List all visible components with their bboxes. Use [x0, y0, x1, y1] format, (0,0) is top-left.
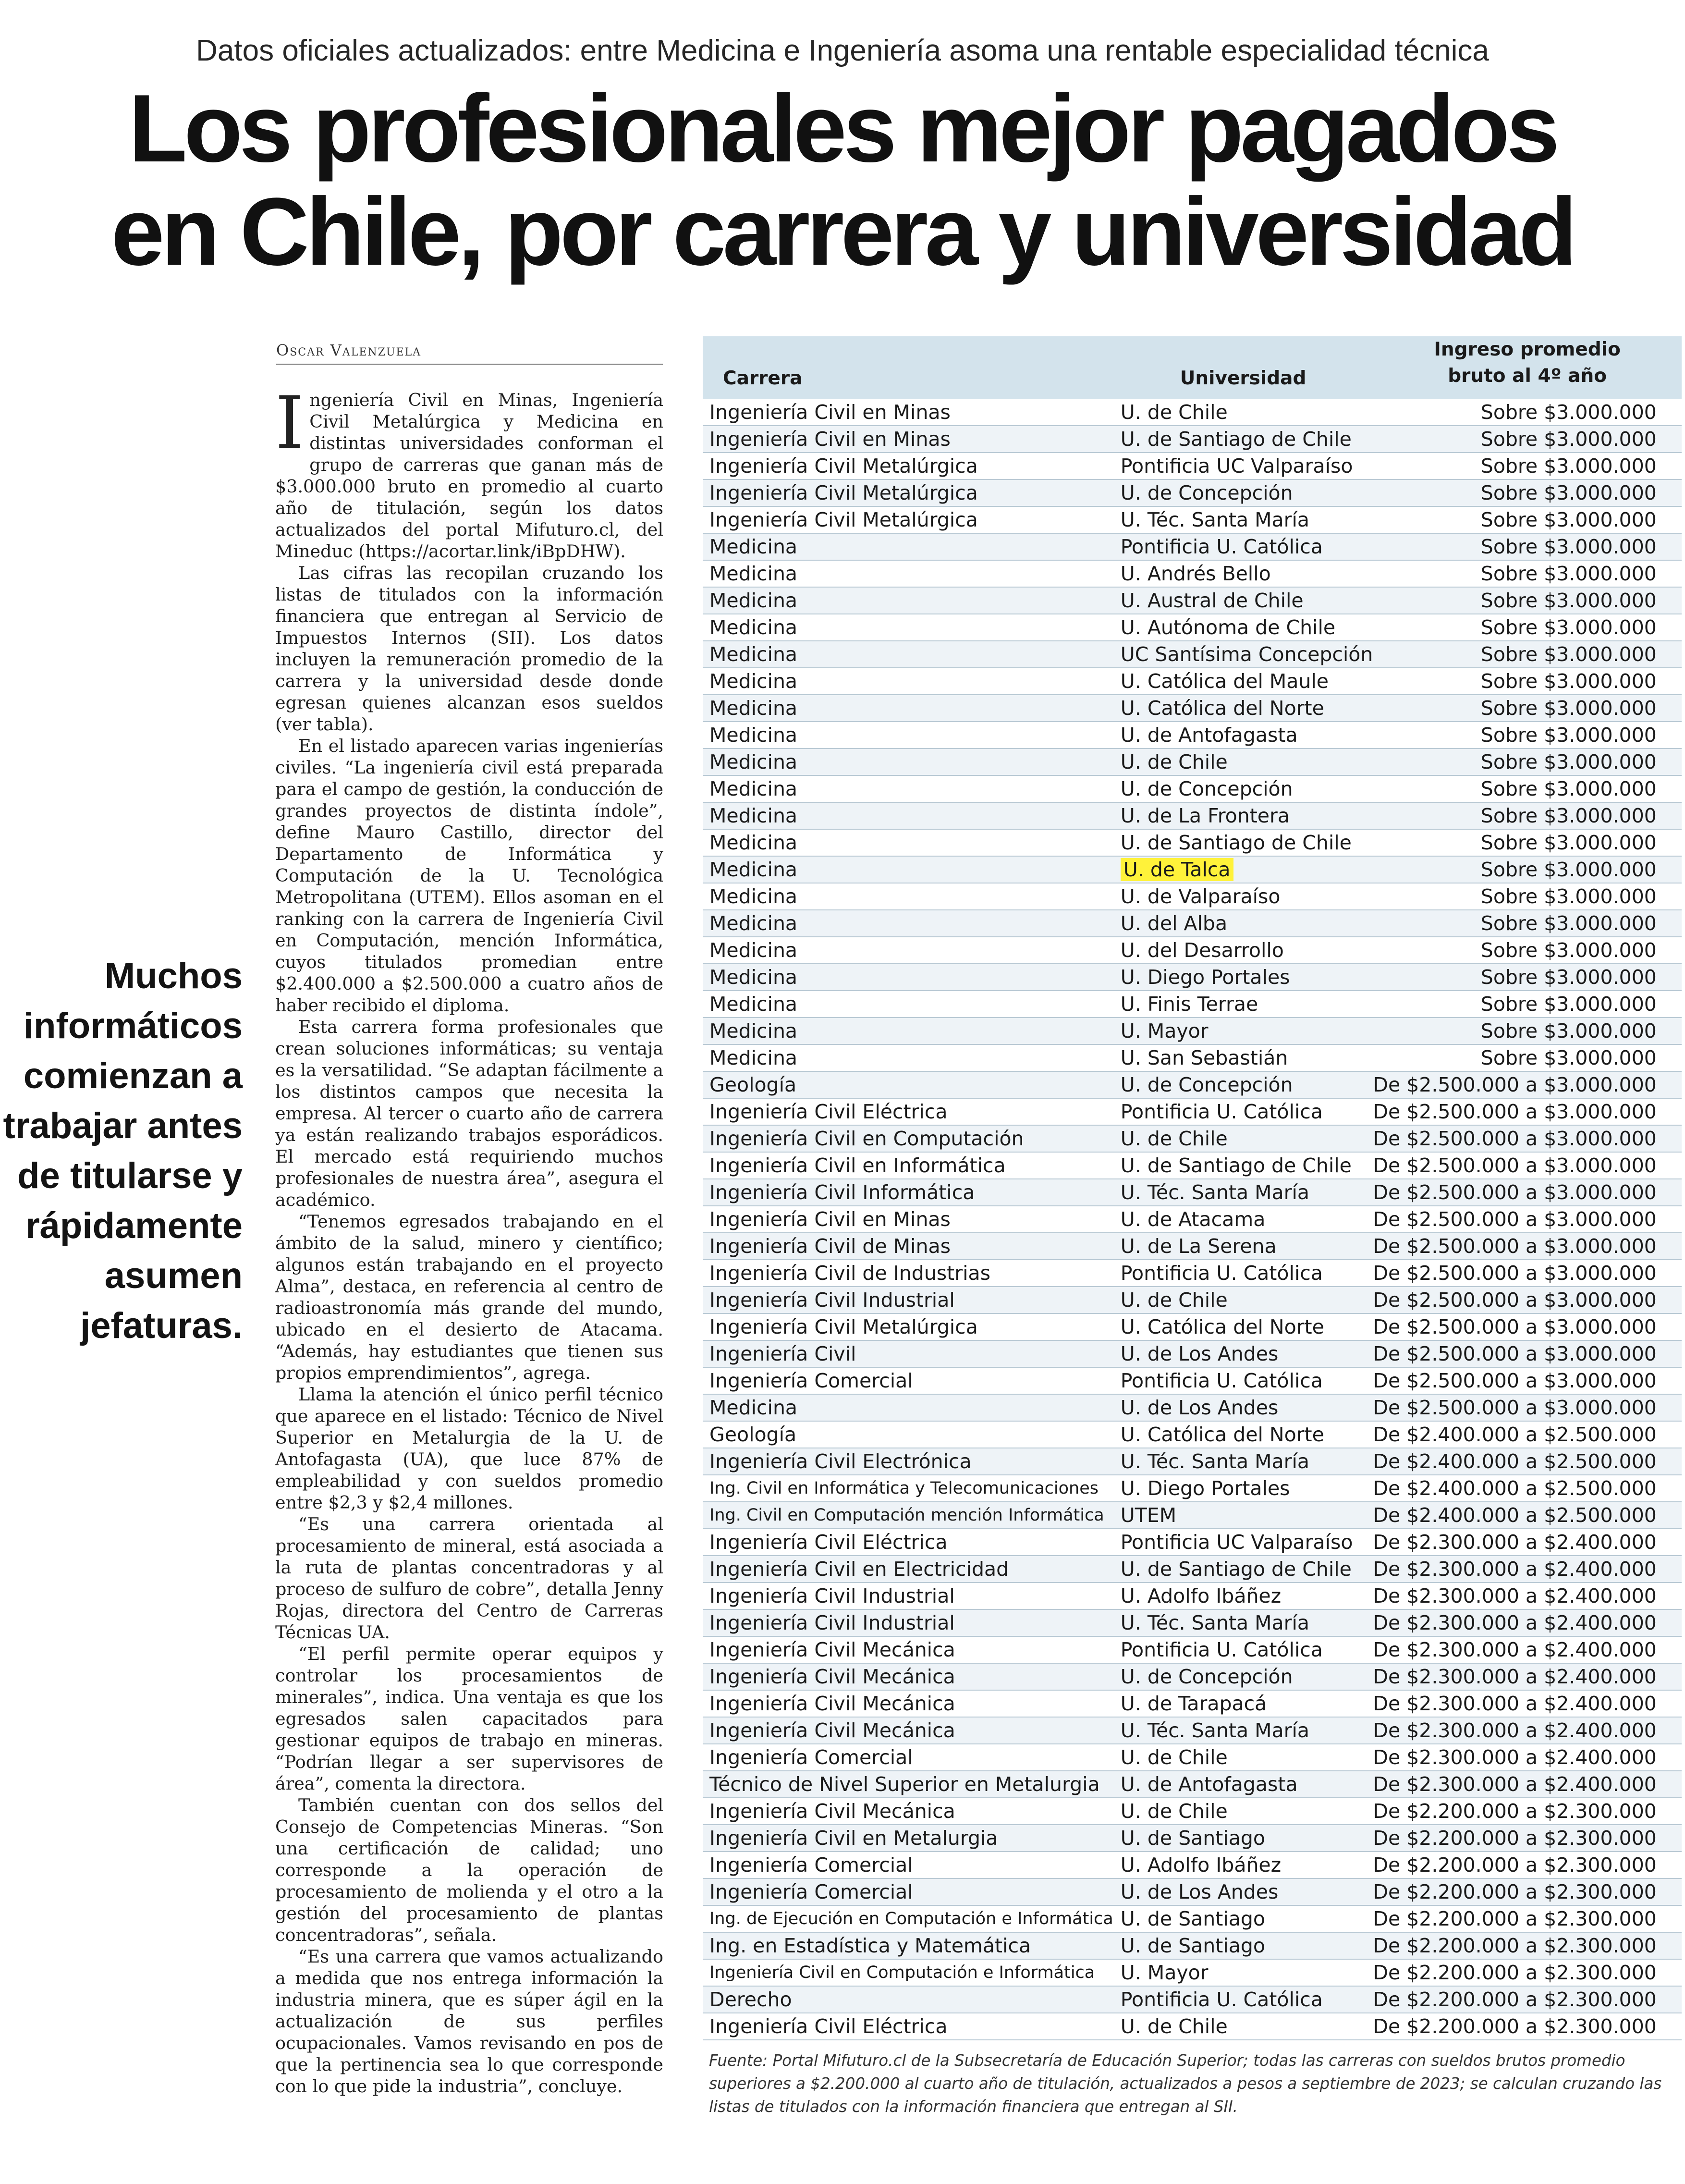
cell-ingreso: Sobre $3.000.000: [1480, 885, 1657, 908]
table-row: [703, 1287, 1682, 1313]
cell-universidad: U. Católica del Norte: [1120, 1315, 1324, 1338]
cell-carrera: Medicina: [709, 643, 798, 666]
cell-universidad: U. Mayor: [1120, 1019, 1209, 1043]
cell-universidad: U. Autónoma de Chile: [1120, 616, 1336, 639]
cell-ingreso: De $2.300.000 a $2.400.000: [1373, 1611, 1657, 1634]
cell-universidad: U. de Santiago de Chile: [1120, 428, 1352, 451]
article-paragraph-text: ngeniería Civil en Minas, Ingeniería Civil Metalúrgica y Medicina en distintas universidades conforman el grupo de carreras que ganan más de $3.000.000 bruto en promedio al cuarto año de titulación, según los datos actualizados del portal Mifuturo.cl, del Mineduc (https://acortar.link/iBpDHW).: [275, 390, 663, 562]
table-row: [703, 1071, 1682, 1098]
cell-universidad: Pontificia U. Católica: [1120, 1638, 1323, 1661]
cell-universidad: U. Téc. Santa María: [1120, 508, 1309, 531]
cell-ingreso: Sobre $3.000.000: [1480, 777, 1657, 800]
salary-table: [703, 336, 1682, 2040]
cell-ingreso: Sobre $3.000.000: [1480, 428, 1657, 451]
cell-carrera: Medicina: [709, 535, 798, 558]
cell-universidad: U. de Santiago de Chile: [1120, 1154, 1352, 1177]
cell-universidad: U. de Chile: [1120, 1127, 1228, 1150]
table-row: [703, 883, 1682, 910]
article-paragraph: Esta carrera forma profesionales que crean soluciones informáticas; su ventaja es la versatilidad. “Se adaptan fácilmente a los distintos campos que necesita la empresa. Al tercer o cuarto año de carrera ya están realizando trabajos esporádicos. El mercado está requiriendo muchos profesionales de nuestra área”, asegura el académico.: [275, 1017, 663, 1210]
author-name: Oscar Valenzuela: [276, 341, 422, 359]
cell-carrera: Ingeniería Comercial: [709, 1880, 913, 1903]
cell-carrera: Ingeniería Civil Mecánica: [709, 1692, 955, 1715]
cell-universidad: U. de Chile: [1120, 400, 1228, 424]
table-row: [703, 1394, 1682, 1421]
cell-universidad: U. de Los Andes: [1120, 1342, 1279, 1365]
kicker: Datos oficiales actualizados: entre Medicina e Ingeniería asoma una rentable especialidad técnica: [196, 34, 1489, 67]
table-row: [703, 560, 1682, 587]
table-row: [703, 1018, 1682, 1044]
cell-ingreso: De $2.200.000 a $2.300.000: [1373, 2015, 1657, 2038]
cell-ingreso: De $2.500.000 a $3.000.000: [1373, 1369, 1657, 1392]
cell-ingreso: De $2.300.000 a $2.400.000: [1373, 1638, 1657, 1661]
table-row: [703, 991, 1682, 1018]
cell-universidad: U. Téc. Santa María: [1120, 1181, 1309, 1204]
table-row: [703, 2013, 1682, 2040]
drop-cap: I: [275, 381, 304, 465]
author-byline: [276, 341, 660, 359]
cell-carrera: Ingeniería Civil Mecánica: [709, 1800, 955, 1823]
cell-carrera: Ingeniería Civil Mecánica: [709, 1665, 955, 1688]
cell-universidad: U. de Los Andes: [1120, 1396, 1279, 1419]
cell-carrera: Ingeniería Comercial: [709, 1746, 913, 1769]
cell-carrera: Medicina: [709, 697, 798, 720]
article-paragraph: En el listado aparecen varias ingenierías civiles. “La ingeniería civil está preparada para el campo de gestión, la conducción de grandes proyectos de distinta índole”, define Mauro Castillo, director del Departamento de Informática y Computación de la U. Tecnológica Metropolitana (UTEM). Ellos asoman en el ranking con la carrera de Ingeniería Civil en Computación, mención Informática, cuyos titulados promedian entre $2.400.000 a $2.500.000 a cuatro años de haber recibido el diploma.: [275, 736, 663, 1016]
header-ingreso-line-1: Ingreso promedio: [1434, 339, 1621, 360]
article-paragraph: Llama la atención el único perfil técnico que aparece en el listado: Técnico de Nivel Superior en Metalurgia de la U. de Antofagasta (UA), que luce 87% de empleabilidad y con sueldos promedio entre $2,3 y $2,4 millones.: [275, 1384, 663, 1513]
cell-carrera: Ingeniería Civil Industrial: [709, 1584, 955, 1607]
table-row: [703, 1179, 1682, 1206]
cell-universidad: U. de Santiago: [1120, 1907, 1265, 1930]
cell-ingreso: De $2.300.000 a $2.400.000: [1373, 1531, 1657, 1554]
table-row: [703, 829, 1682, 856]
cell-universidad: U. Diego Portales: [1120, 1477, 1290, 1500]
table-row: [703, 1959, 1682, 1986]
cell-universidad: U. Adolfo Ibáñez: [1120, 1853, 1282, 1877]
cell-ingreso: De $2.300.000 a $2.400.000: [1373, 1746, 1657, 1769]
cell-ingreso: Sobre $3.000.000: [1480, 697, 1657, 720]
cell-ingreso: De $2.500.000 a $3.000.000: [1373, 1288, 1657, 1312]
cell-universidad: U. de Antofagasta: [1120, 724, 1298, 747]
headline: [0, 77, 1685, 283]
table-row: [703, 1502, 1682, 1529]
cell-carrera: Medicina: [709, 1396, 798, 1419]
cell-ingreso: Sobre $3.000.000: [1480, 724, 1657, 747]
highlighted-university: U. de Talca: [1121, 858, 1233, 881]
table-row: [703, 1905, 1682, 1932]
cell-universidad: U. de Santiago de Chile: [1120, 831, 1352, 854]
cell-ingreso: Sobre $3.000.000: [1480, 589, 1657, 612]
cell-carrera: Técnico de Nivel Superior en Metalurgia: [709, 1773, 1100, 1796]
table-row: [703, 1421, 1682, 1448]
cell-ingreso: De $2.300.000 a $2.400.000: [1373, 1719, 1657, 1742]
header-carrera: Carrera: [723, 368, 803, 389]
cell-universidad: U. de Valparaíso: [1120, 885, 1281, 908]
cell-ingreso: De $2.500.000 a $3.000.000: [1373, 1154, 1657, 1177]
table-row: [703, 479, 1682, 506]
cell-carrera: Medicina: [709, 912, 798, 935]
article-body: [275, 381, 663, 2097]
cell-universidad: U. de Chile: [1120, 2015, 1228, 2038]
cell-carrera: Medicina: [709, 858, 798, 881]
cell-carrera: Medicina: [709, 589, 798, 612]
cell-universidad: U. Diego Portales: [1120, 966, 1290, 989]
table-row: [703, 1878, 1682, 1905]
table-row: [703, 1609, 1682, 1636]
table-row: [703, 964, 1682, 991]
cell-universidad: Pontificia U. Católica: [1120, 1988, 1323, 2011]
table-body: [703, 399, 1682, 2040]
table-row: [703, 1663, 1682, 1690]
cell-ingreso: De $2.500.000 a $3.000.000: [1373, 1396, 1657, 1419]
cell-ingreso: De $2.300.000 a $2.400.000: [1373, 1665, 1657, 1688]
cell-ingreso: Sobre $3.000.000: [1480, 400, 1657, 424]
cell-universidad: U. San Sebastián: [1120, 1046, 1288, 1069]
table-row: [703, 1852, 1682, 1878]
cell-ingreso: De $2.200.000 a $2.300.000: [1373, 1827, 1657, 1850]
cell-ingreso: De $2.200.000 a $2.300.000: [1373, 1907, 1657, 1930]
table-row: [703, 910, 1682, 937]
table-row: [703, 748, 1682, 775]
cell-carrera: Ingeniería Civil de Industrias: [709, 1262, 990, 1285]
table-row: [703, 1206, 1682, 1233]
cell-ingreso: De $2.400.000 a $2.500.000: [1373, 1477, 1657, 1500]
cell-carrera: Medicina: [709, 993, 798, 1016]
cell-carrera: Ingeniería Civil Informática: [709, 1181, 975, 1204]
cell-universidad: U. del Desarrollo: [1120, 939, 1284, 962]
cell-carrera: Ingeniería Civil en Informática: [709, 1154, 1006, 1177]
table-row: [703, 533, 1682, 560]
cell-universidad: U. de Atacama: [1120, 1208, 1266, 1231]
cell-ingreso: De $2.400.000 a $2.500.000: [1373, 1423, 1657, 1446]
table-row: [703, 1798, 1682, 1825]
cell-ingreso: De $2.500.000 a $3.000.000: [1373, 1181, 1657, 1204]
table-row: [703, 614, 1682, 641]
table-row: [703, 1986, 1682, 2013]
cell-carrera: Ingeniería Civil Metalúrgica: [709, 508, 978, 531]
table-row: [703, 1690, 1682, 1717]
cell-carrera: Medicina: [709, 939, 798, 962]
cell-carrera: Ingeniería Civil en Electricidad: [709, 1558, 1009, 1581]
table-row: [703, 856, 1682, 883]
table-row: [703, 1556, 1682, 1583]
cell-ingreso: De $2.500.000 a $3.000.000: [1373, 1127, 1657, 1150]
cell-carrera: Medicina: [709, 562, 798, 585]
cell-ingreso: De $2.300.000 a $2.400.000: [1373, 1692, 1657, 1715]
cell-ingreso: Sobre $3.000.000: [1480, 616, 1657, 639]
cell-ingreso: De $2.500.000 a $3.000.000: [1373, 1073, 1657, 1096]
table-row: [703, 1367, 1682, 1394]
byline-rule: [276, 364, 663, 365]
table-row: [703, 1260, 1682, 1287]
table-row: [703, 641, 1682, 668]
cell-carrera: Ing. Civil en Computación mención Informática: [709, 1506, 1104, 1525]
cell-universidad: U. de Tarapacá: [1120, 1692, 1267, 1715]
cell-universidad: U. de Concepción: [1120, 1665, 1293, 1688]
cell-carrera: Ingeniería Civil en Metalurgia: [709, 1827, 998, 1850]
table-row: [703, 426, 1682, 453]
cell-ingreso: Sobre $3.000.000: [1480, 508, 1657, 531]
cell-ingreso: De $2.200.000 a $2.300.000: [1373, 1934, 1657, 1957]
cell-universidad: Pontificia U. Católica: [1120, 1369, 1323, 1392]
cell-universidad: U. de Chile: [1120, 1746, 1228, 1769]
cell-carrera: Ingeniería Civil Eléctrica: [709, 1531, 948, 1554]
cell-carrera: Ingeniería Civil Metalúrgica: [709, 1315, 978, 1338]
cell-ingreso: De $2.200.000 a $2.300.000: [1373, 1853, 1657, 1877]
cell-universidad: Pontificia U. Católica: [1120, 535, 1323, 558]
cell-universidad: UC Santísima Concepción: [1120, 643, 1373, 666]
header-ingreso-line-2: bruto al 4º año: [1448, 365, 1607, 387]
article-paragraph: “Es una carrera orientada al procesamiento de mineral, está asociada a la ruta de plantas concentradoras y al proceso de sulfuro de cobre”, detalla Jenny Rojas, directora del Centro de Carreras Técnicas UA.: [275, 1514, 663, 1643]
table-row: [703, 399, 1682, 426]
table-header-row: [703, 336, 1682, 399]
table-row: [703, 1044, 1682, 1071]
cell-carrera: Ingeniería Civil Eléctrica: [709, 1100, 948, 1123]
table-row: [703, 668, 1682, 695]
cell-universidad: U. de Concepción: [1120, 481, 1293, 504]
source-note: Fuente: Portal Mifuturo.cl de la Subsecretaría de Educación Superior; todas las carreras con sueldos brutos promedio superiores a $2.200.000 al cuarto año de titulación, actualizados a pesos a septiembre de 2023; se calculan cruzando las listas de titulados con la información financiera que entregan al SII.: [709, 2051, 1662, 2116]
cell-carrera: Medicina: [709, 777, 798, 800]
table-row: [703, 1717, 1682, 1744]
table-row: [703, 1125, 1682, 1152]
cell-universidad: U. Adolfo Ibáñez: [1120, 1584, 1282, 1607]
table-row: [703, 695, 1682, 722]
cell-carrera: Ingeniería Civil Eléctrica: [709, 2015, 948, 2038]
cell-ingreso: De $2.200.000 a $2.300.000: [1373, 1961, 1657, 1984]
cell-ingreso: Sobre $3.000.000: [1480, 670, 1657, 693]
cell-universidad: U. Católica del Norte: [1120, 1423, 1324, 1446]
cell-universidad: U. Finis Terrae: [1120, 993, 1258, 1016]
cell-ingreso: De $2.200.000 a $2.300.000: [1373, 1988, 1657, 2011]
cell-carrera: Ingeniería Civil en Minas: [709, 428, 951, 451]
cell-carrera: Ingeniería Civil Metalúrgica: [709, 454, 978, 478]
article-paragraph: “Tenemos egresados trabajando en el ámbito de la salud, minero y científico; algunos están trabajando en el proyecto Alma”, destaca, en referencia al centro de radioastronomía más grande del mundo, ubicado en el desierto de Atacama. “Además, hay estudiantes que tienen sus propios emprendimientos”, agrega.: [275, 1211, 663, 1383]
table-row: [703, 1825, 1682, 1852]
cell-carrera: Ingeniería Civil: [709, 1342, 856, 1365]
cell-carrera: Ingeniería Civil de Minas: [709, 1235, 951, 1258]
cell-universidad: Pontificia U. Católica: [1120, 1100, 1323, 1123]
cell-carrera: Ingeniería Civil Electrónica: [709, 1450, 972, 1473]
table-row: [703, 1340, 1682, 1367]
table-row: [703, 1313, 1682, 1340]
cell-universidad: U. de Antofagasta: [1120, 1773, 1298, 1796]
table-row: [703, 587, 1682, 614]
table-row: [703, 1475, 1682, 1502]
pull-quote: Muchos informáticos comienzan a trabajar antes de titularse y rápidamente asumen jefaturas.: [3, 956, 243, 1346]
cell-carrera: Geología: [709, 1423, 797, 1446]
cell-carrera: Medicina: [709, 616, 798, 639]
cell-carrera: Medicina: [709, 724, 798, 747]
table-row: [703, 1529, 1682, 1556]
cell-universidad: Pontificia UC Valparaíso: [1120, 454, 1353, 478]
cell-carrera: Derecho: [709, 1988, 792, 2011]
article-paragraph: “El perfil permite operar equipos y controlar los procesamientos de minerales”, indica. Una ventaja es que los egresados salen capacitados para gestionar equipos de trabajo en mineras. “Podrían llegar a ser supervisores de área”, comenta la directora.: [275, 1644, 663, 1794]
cell-universidad: [1113, 856, 1373, 883]
cell-ingreso: Sobre $3.000.000: [1480, 1046, 1657, 1069]
cell-carrera: Geología: [709, 1073, 797, 1096]
table-row: [703, 1448, 1682, 1475]
cell-universidad: U. de Concepción: [1120, 1073, 1293, 1096]
cell-ingreso: Sobre $3.000.000: [1480, 643, 1657, 666]
table-row: [703, 937, 1682, 964]
cell-carrera: Ingeniería Civil Mecánica: [709, 1719, 955, 1742]
cell-carrera: Medicina: [709, 831, 798, 854]
cell-universidad: Pontificia U. Católica: [1120, 1262, 1323, 1285]
cell-universidad: U. de Concepción: [1120, 777, 1293, 800]
cell-ingreso: Sobre $3.000.000: [1480, 858, 1657, 881]
cell-carrera: Ingeniería Civil Industrial: [709, 1288, 955, 1312]
cell-carrera: Medicina: [709, 966, 798, 989]
cell-ingreso: Sobre $3.000.000: [1480, 831, 1657, 854]
table-row: [703, 506, 1682, 533]
cell-ingreso: De $2.400.000 a $2.500.000: [1373, 1504, 1657, 1527]
article-paragraph: [275, 381, 663, 562]
cell-carrera: Ingeniería Civil Industrial: [709, 1611, 955, 1634]
cell-universidad: U. de Chile: [1120, 750, 1228, 773]
cell-carrera: Ingeniería Civil en Computación e Informática: [709, 1963, 1095, 1982]
headline-line-1: Los profesionales mejor pagados: [128, 75, 1557, 182]
cell-universidad: U. Andrés Bello: [1120, 562, 1271, 585]
cell-ingreso: De $2.300.000 a $2.400.000: [1373, 1773, 1657, 1796]
cell-universidad: U. Mayor: [1120, 1961, 1209, 1984]
cell-ingreso: De $2.500.000 a $3.000.000: [1373, 1100, 1657, 1123]
table-row: [703, 1744, 1682, 1771]
cell-carrera: Medicina: [709, 804, 798, 827]
cell-universidad: U. de Santiago: [1120, 1934, 1265, 1957]
header-universidad: Universidad: [1180, 368, 1306, 389]
table-row: [703, 1636, 1682, 1663]
cell-universidad: U. de Los Andes: [1120, 1880, 1279, 1903]
cell-ingreso: De $2.500.000 a $3.000.000: [1373, 1342, 1657, 1365]
cell-ingreso: De $2.200.000 a $2.300.000: [1373, 1880, 1657, 1903]
cell-universidad: U. Austral de Chile: [1120, 589, 1304, 612]
cell-carrera: Ingeniería Civil Metalúrgica: [709, 481, 978, 504]
cell-universidad: U. de Santiago de Chile: [1120, 1558, 1352, 1581]
header-ingreso: [1373, 336, 1682, 399]
article-paragraph: Las cifras las recopilan cruzando los listas de titulados con la información financiera que entregan al Servicio de Impuestos Internos (SII). Los datos incluyen la remuneración promedio de la carrera y la universidad desde donde egresan quienes alcanzan esos sueldos (ver tabla).: [275, 563, 663, 735]
cell-carrera: Ing. Civil en Informática y Telecomunicaciones: [709, 1479, 1099, 1498]
cell-ingreso: Sobre $3.000.000: [1480, 562, 1657, 585]
cell-ingreso: Sobre $3.000.000: [1480, 939, 1657, 962]
table-row: [703, 722, 1682, 748]
article-paragraph: “Es una carrera que vamos actualizando a medida que nos entrega información la industria minera, que es súper ágil en la actualización de sus perfiles ocupacionales. Vamos revisando en pos de que la pertinencia sea lo que corresponde con lo que pide la industria”, concluye.: [275, 1946, 663, 2097]
cell-universidad: UTEM: [1120, 1504, 1177, 1527]
cell-universidad: U. de La Frontera: [1120, 804, 1290, 827]
cell-carrera: Medicina: [709, 885, 798, 908]
cell-universidad: Pontificia UC Valparaíso: [1120, 1531, 1353, 1554]
cell-carrera: Ing. de Ejecución en Computación e Informática: [709, 1909, 1113, 1928]
table-row: [703, 802, 1682, 829]
table-row: [703, 775, 1682, 802]
cell-carrera: Ingeniería Comercial: [709, 1853, 913, 1877]
cell-ingreso: De $2.500.000 a $3.000.000: [1373, 1262, 1657, 1285]
cell-carrera: Ing. en Estadística y Matemática: [709, 1934, 1031, 1957]
cell-carrera: Medicina: [709, 1046, 798, 1069]
cell-ingreso: Sobre $3.000.000: [1480, 750, 1657, 773]
cell-carrera: Ingeniería Civil Mecánica: [709, 1638, 955, 1661]
cell-ingreso: De $2.500.000 a $3.000.000: [1373, 1208, 1657, 1231]
cell-ingreso: De $2.300.000 a $2.400.000: [1373, 1584, 1657, 1607]
cell-carrera: Ingeniería Civil en Computación: [709, 1127, 1024, 1150]
cell-ingreso: Sobre $3.000.000: [1480, 1019, 1657, 1043]
cell-ingreso: Sobre $3.000.000: [1480, 535, 1657, 558]
cell-ingreso: Sobre $3.000.000: [1480, 454, 1657, 478]
cell-universidad: U. Téc. Santa María: [1120, 1719, 1309, 1742]
cell-universidad: U. del Alba: [1120, 912, 1228, 935]
cell-ingreso: De $2.500.000 a $3.000.000: [1373, 1235, 1657, 1258]
cell-universidad: U. Católica del Norte: [1120, 697, 1324, 720]
table-row: [703, 1583, 1682, 1609]
table-row: [703, 1233, 1682, 1260]
table-row: [703, 1771, 1682, 1798]
table-row: [703, 1098, 1682, 1125]
cell-ingreso: Sobre $3.000.000: [1480, 481, 1657, 504]
cell-universidad: U. Católica del Maule: [1120, 670, 1329, 693]
table-row: [703, 1152, 1682, 1179]
cell-ingreso: De $2.300.000 a $2.400.000: [1373, 1558, 1657, 1581]
headline-line-2: en Chile, por carrera y universidad: [111, 178, 1574, 285]
cell-universidad: U. Téc. Santa María: [1120, 1450, 1309, 1473]
cell-ingreso: Sobre $3.000.000: [1480, 912, 1657, 935]
cell-universidad: U. de Chile: [1120, 1288, 1228, 1312]
cell-carrera: Medicina: [709, 1019, 798, 1043]
cell-carrera: Ingeniería Comercial: [709, 1369, 913, 1392]
cell-carrera: Ingeniería Civil en Minas: [709, 1208, 951, 1231]
cell-ingreso: Sobre $3.000.000: [1480, 966, 1657, 989]
cell-carrera: Medicina: [709, 670, 798, 693]
cell-universidad: U. de Santiago: [1120, 1827, 1265, 1850]
table-row: [703, 453, 1682, 479]
cell-ingreso: De $2.200.000 a $2.300.000: [1373, 1800, 1657, 1823]
table-row: [703, 1932, 1682, 1959]
cell-ingreso: De $2.500.000 a $3.000.000: [1373, 1315, 1657, 1338]
article-paragraph: También cuentan con dos sellos del Consejo de Competencias Mineras. “Son una certificación de calidad; uno corresponde a la operación de procesamiento de molienda y el otro a la gestión del procesamiento de plantas concentradoras”, señala.: [275, 1795, 663, 1945]
cell-ingreso: Sobre $3.000.000: [1480, 804, 1657, 827]
cell-ingreso: Sobre $3.000.000: [1480, 993, 1657, 1016]
cell-universidad: U. Téc. Santa María: [1120, 1611, 1309, 1634]
cell-universidad: U. de Chile: [1120, 1800, 1228, 1823]
cell-universidad: U. de La Serena: [1120, 1235, 1277, 1258]
cell-carrera: Ingeniería Civil en Minas: [709, 400, 951, 424]
cell-carrera: Medicina: [709, 750, 798, 773]
cell-ingreso: De $2.400.000 a $2.500.000: [1373, 1450, 1657, 1473]
